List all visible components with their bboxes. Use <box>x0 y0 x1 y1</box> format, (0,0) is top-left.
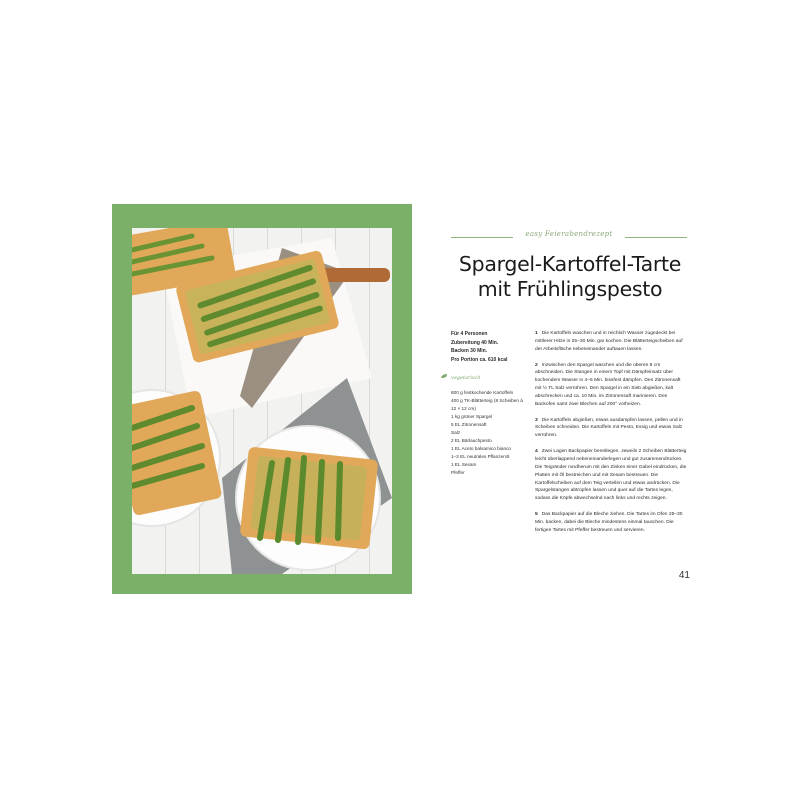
step-text: Inzwischen den Spargel waschen und die oberen 8 cm abschneiden. Die Stangen in einem Topf mit Dämpfeinsatz über kochendem Wasser in 4–5 Min. bissfest dämpfen. Den Zitronensaft mit ½ TL Salz verrühren. Den Spargel in ein Sieb abgießen, kalt abschrecken und ca. 10 Min. im Zitronensaft marinieren. Den Backofen samt zwei Blechen auf 200° vorheizen. <box>535 362 681 407</box>
step <box>535 417 687 441</box>
meta-calories: Pro Portion ca. 610 kcal <box>451 356 508 363</box>
tarte-photo <box>132 228 392 574</box>
page-number: 41 <box>678 570 690 581</box>
step-number: 4 <box>535 449 538 455</box>
ingredient-item: 5 EL Zitronensaft <box>451 422 487 427</box>
step-text: Das Backpapier auf die Bleche ziehen. Die Tartes im Ofen 25–30 Min. backen, dabei die Bleche mindestens einmal tauschen. Die fertigen Tartes mit Pfeffer bestreuen und servieren. <box>535 512 683 533</box>
step <box>535 362 687 409</box>
ingredient-item: 12 × 12 cm) <box>451 406 476 411</box>
meta-prep-time: Zubereitung 40 Min. <box>451 339 499 346</box>
photo-frame <box>112 204 412 594</box>
ingredient-item: 1 EL Aceto balsamico bianco <box>451 446 512 451</box>
step-number: 3 <box>535 417 538 423</box>
tagline-rule-right <box>625 237 687 238</box>
step-number: 2 <box>535 362 538 368</box>
ingredient-item: 1–2 EL neutrales Pflanzenöl <box>451 454 510 459</box>
ingredient-item: 1 kg grüner Spargel <box>451 414 493 419</box>
instructions <box>535 330 687 543</box>
ingredient-item: Pfeffer <box>451 470 465 475</box>
tagline: easy Feierabendrezept <box>525 230 613 238</box>
ingredient-item: Salz <box>451 430 461 435</box>
step-text: Die Kartoffeln abgießen, etwas ausdampfen lassen, pellen und in Scheiben schneiden. Die Kartoffeln mit Pesto, Essig und etwas Salz verrühren. <box>535 417 683 439</box>
step-text: Die Kartoffeln waschen und in reichlich Wasser zugedeckt bei mittlerer Hitze in 25–30 Min. gar kochen. Die Blätterteigscheiben auf der Arbeitsfläche nebeneinander auftauen lassen. <box>535 331 683 352</box>
leaf-icon <box>441 374 448 381</box>
tagline-row <box>451 230 687 244</box>
meta-bake-time: Backen 30 Min. <box>451 348 488 355</box>
step <box>535 511 687 535</box>
recipe-title <box>440 252 700 302</box>
ingredient-item: 800 g festkochende Kartoffeln <box>451 390 514 395</box>
meta-servings: Für 4 Personen <box>451 331 488 337</box>
step <box>535 330 687 354</box>
recipe-title-line-1: Spargel-Kartoffel-Tarte <box>458 252 682 276</box>
step-text: Zwei Lagen Backpapier bereitlegen. Jeweils 2 Scheiben Blätterteig leicht überlappend nebeneinanderlegen und gut zusammendrücken. Die Teigränder rundherum mit den Zinken einer Gabel eindrücken, die Platten mit Öl bestreichen und mit Sesam bestreuen. Die Kartoffelscheiben auf dem Teig verteilen und etwas andrücken. Die Spargelstangen abtropfen lassen und quer auf die Tartes legen, sodass die Köpfe abwechselnd nach links und rechts zeigen. <box>535 449 687 502</box>
ingredient-item: 1 EL Sesam <box>451 462 477 467</box>
recipe-title-line-2: mit Frühlingspesto <box>477 277 663 301</box>
recipe-meta <box>451 330 531 364</box>
ingredients-list <box>451 389 531 477</box>
step-number: 1 <box>535 331 538 336</box>
vegetarian-text: vegetarisch <box>451 375 481 381</box>
ingredient-item: 2 EL Bärlauchpesto <box>451 438 492 443</box>
ingredient-item: 400 g TK-Blätterteig (8 Scheiben à <box>451 398 523 403</box>
step <box>535 448 687 503</box>
step-number: 5 <box>535 512 538 518</box>
vegetarian-label <box>441 374 531 381</box>
